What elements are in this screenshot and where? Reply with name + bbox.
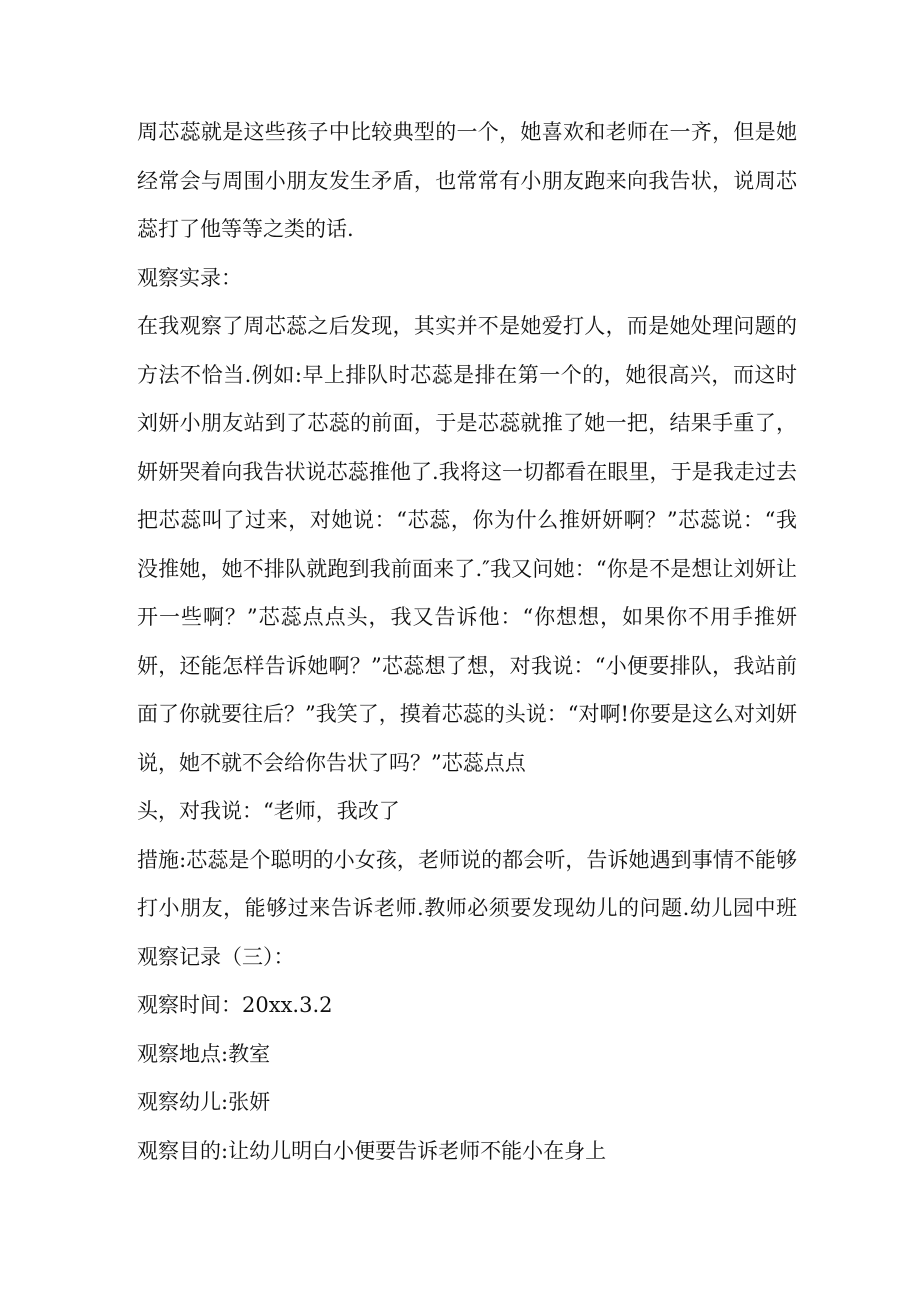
document-body	[137, 108, 797, 1175]
paragraph-continuation: 头，对我说：“老师，我改了	[137, 799, 400, 823]
observation-time: 观察时间：20xx.3.2	[137, 993, 333, 1017]
paragraph-intro: 周芯蕊就是这些孩子中比较典型的一个，她喜欢和老师在一齐，但是她经常会与周围小朋友发生矛盾，也常常有小朋友跑来向我告状，说周芯蕊打了他等等之类的话.	[137, 120, 797, 241]
observation-child: 观察幼儿:张妍	[137, 1090, 271, 1114]
paragraph-measures: 措施:芯蕊是个聪明的小女孩，老师说的都会听，告诉她遇到事情不能够打小朋友，能够过来告诉老师.教师必须要发现幼儿的问题.幼儿园中班观察记录（三）：	[137, 847, 797, 969]
heading-observation-record: 观察实录：	[137, 265, 242, 290]
observation-purpose: 观察目的:让幼儿明白小便要告诉老师不能小在身上	[137, 1138, 607, 1163]
paragraph-observation-record: 在我观察了周芯蕊之后发现，其实并不是她爱打人，而是她处理问题的方法不恰当.例如:早上排队时芯蕊是排在第一个的，她很高兴，而这时刘妍小朋友站到了芯蕊的前面，于是芯蕊就推了她一把，结果手重了，妍妍哭着向我告状说芯蕊推他了.我将这一切都看在眼里，于是我走过去把芯蕊叫了过来，对她说：“芯蕊，你为什么推妍妍啊？”芯蕊说：“我没推她，她不排队就跑到我前面来了.″我又问她：“你是不是想让刘妍让开一些啊？”芯蕊点点头，我又告诉他：“你想想，如果你不用手推妍妍，还能怎样告诉她啊？”芯蕊想了想，对我说：“小便要排队，我站前面了你就要往后？”我笑了，摸着芯蕊的头说：“对啊!你要是这么对刘妍说，她不就不会给你告状了吗？”芯蕊点点	[137, 314, 797, 775]
observation-location: 观察地点:教室	[137, 1041, 271, 1066]
